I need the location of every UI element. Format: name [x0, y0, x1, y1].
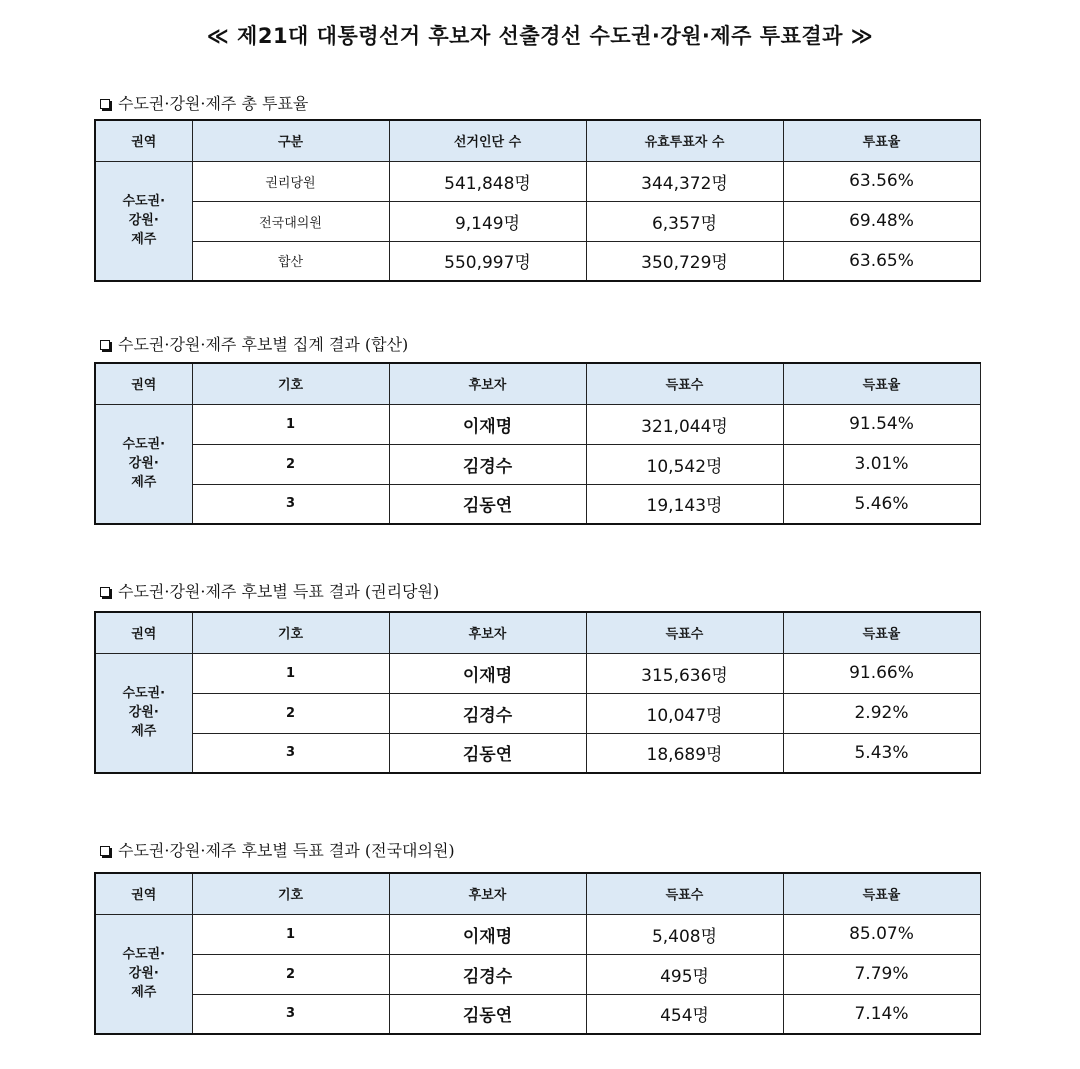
number-cell: 1 — [192, 404, 389, 444]
header-region: 권역 — [95, 873, 192, 914]
votes-cell: 10,542명 — [586, 444, 783, 484]
table-row — [95, 914, 980, 954]
share-cell: 5.43% — [783, 733, 980, 773]
electors-cell: 550,997명 — [389, 241, 586, 281]
number-cell: 2 — [192, 954, 389, 994]
header-electors: 선거인단 수 — [389, 120, 586, 161]
voters-cell: 344,372명 — [586, 161, 783, 201]
votes-cell: 10,047명 — [586, 693, 783, 733]
turnout-table — [94, 119, 981, 282]
number-cell: 3 — [192, 994, 389, 1034]
section-title-delegates-text: 수도권·강원·제주 후보별 득표 결과 (전국대의원) — [118, 841, 455, 860]
header-region: 권역 — [95, 363, 192, 404]
section-title-delegates — [100, 838, 455, 861]
table-header-row — [95, 363, 980, 404]
region-line: 수도권· — [122, 194, 166, 210]
header-region: 권역 — [95, 120, 192, 161]
table-row — [95, 484, 980, 524]
header-share: 득표율 — [783, 612, 980, 653]
number-cell: 2 — [192, 693, 389, 733]
region-line: 수도권· — [122, 437, 166, 453]
region-line: 수도권· — [122, 947, 166, 963]
checkbox-bullet-icon — [100, 340, 110, 350]
table-row — [95, 653, 980, 693]
table-header-row — [95, 612, 980, 653]
section-title-turnout — [100, 91, 308, 114]
votes-cell: 19,143명 — [586, 484, 783, 524]
rate-cell: 63.56% — [783, 161, 980, 201]
header-votes: 득표수 — [586, 873, 783, 914]
table-row — [95, 693, 980, 733]
table-header-row — [95, 873, 980, 914]
voters-cell: 6,357명 — [586, 201, 783, 241]
votes-cell: 321,044명 — [586, 404, 783, 444]
region-cell — [95, 653, 192, 773]
region-line: 강원· — [128, 213, 159, 229]
share-cell: 91.54% — [783, 404, 980, 444]
region-cell — [95, 161, 192, 281]
checkbox-bullet-icon — [100, 99, 110, 109]
candidate-cell: 김동연 — [389, 994, 586, 1034]
section-title-turnout-text: 수도권·강원·제주 총 투표율 — [118, 94, 309, 113]
candidate-cell: 김경수 — [389, 444, 586, 484]
region-line: 제주 — [131, 724, 157, 740]
header-rate: 투표율 — [783, 120, 980, 161]
header-share: 득표율 — [783, 873, 980, 914]
table-row — [95, 241, 980, 281]
region-cell — [95, 914, 192, 1034]
header-votes: 득표수 — [586, 612, 783, 653]
table-row — [95, 954, 980, 994]
share-cell: 7.79% — [783, 954, 980, 994]
votes-cell: 315,636명 — [586, 653, 783, 693]
header-number: 기호 — [192, 612, 389, 653]
candidate-cell: 김경수 — [389, 693, 586, 733]
electors-cell: 541,848명 — [389, 161, 586, 201]
number-cell: 3 — [192, 733, 389, 773]
share-cell: 7.14% — [783, 994, 980, 1034]
header-number: 기호 — [192, 363, 389, 404]
header-candidate: 후보자 — [389, 612, 586, 653]
votes-cell: 18,689명 — [586, 733, 783, 773]
table-row — [95, 994, 980, 1034]
combined-results-table — [94, 362, 981, 525]
table-header-row — [95, 120, 980, 161]
section-title-members — [100, 579, 439, 602]
share-cell: 5.46% — [783, 484, 980, 524]
rate-cell: 69.48% — [783, 201, 980, 241]
candidate-cell: 김경수 — [389, 954, 586, 994]
candidate-cell: 김동연 — [389, 484, 586, 524]
region-line: 제주 — [131, 475, 157, 491]
header-candidate: 후보자 — [389, 363, 586, 404]
header-region: 권역 — [95, 612, 192, 653]
category-cell: 합산 — [192, 241, 389, 281]
header-share: 득표율 — [783, 363, 980, 404]
region-line: 수도권· — [122, 686, 166, 702]
document-title: ≪ 제21대 대통령선거 후보자 선출경선 수도권·강원·제주 투표결과 ≫ — [206, 24, 874, 48]
region-line: 제주 — [131, 232, 157, 248]
share-cell: 85.07% — [783, 914, 980, 954]
table-row — [95, 733, 980, 773]
votes-cell: 495명 — [586, 954, 783, 994]
section-title-members-text: 수도권·강원·제주 후보별 득표 결과 (권리당원) — [118, 582, 440, 601]
candidate-cell: 김동연 — [389, 733, 586, 773]
rate-cell: 63.65% — [783, 241, 980, 281]
number-cell: 1 — [192, 914, 389, 954]
header-voters: 유효투표자 수 — [586, 120, 783, 161]
section-title-combined — [100, 332, 408, 355]
delegates-results-table — [94, 872, 981, 1035]
header-category: 구분 — [192, 120, 389, 161]
table-row — [95, 404, 980, 444]
region-cell — [95, 404, 192, 524]
header-votes: 득표수 — [586, 363, 783, 404]
section-title-combined-text: 수도권·강원·제주 후보별 집계 결과 (합산) — [118, 335, 409, 354]
region-line: 강원· — [128, 705, 159, 721]
header-number: 기호 — [192, 873, 389, 914]
table-row — [95, 161, 980, 201]
share-cell: 3.01% — [783, 444, 980, 484]
share-cell: 2.92% — [783, 693, 980, 733]
candidate-cell: 이재명 — [389, 914, 586, 954]
voters-cell: 350,729명 — [586, 241, 783, 281]
share-cell: 91.66% — [783, 653, 980, 693]
checkbox-bullet-icon — [100, 846, 110, 856]
number-cell: 3 — [192, 484, 389, 524]
category-cell: 전국대의원 — [192, 201, 389, 241]
number-cell: 1 — [192, 653, 389, 693]
electors-cell: 9,149명 — [389, 201, 586, 241]
checkbox-bullet-icon — [100, 587, 110, 597]
votes-cell: 454명 — [586, 994, 783, 1034]
region-line: 강원· — [128, 966, 159, 982]
members-results-table — [94, 611, 981, 774]
region-line: 강원· — [128, 456, 159, 472]
candidate-cell: 이재명 — [389, 653, 586, 693]
votes-cell: 5,408명 — [586, 914, 783, 954]
region-line: 제주 — [131, 985, 157, 1001]
number-cell: 2 — [192, 444, 389, 484]
candidate-cell: 이재명 — [389, 404, 586, 444]
header-candidate: 후보자 — [389, 873, 586, 914]
table-row — [95, 444, 980, 484]
category-cell: 권리당원 — [192, 161, 389, 201]
table-row — [95, 201, 980, 241]
